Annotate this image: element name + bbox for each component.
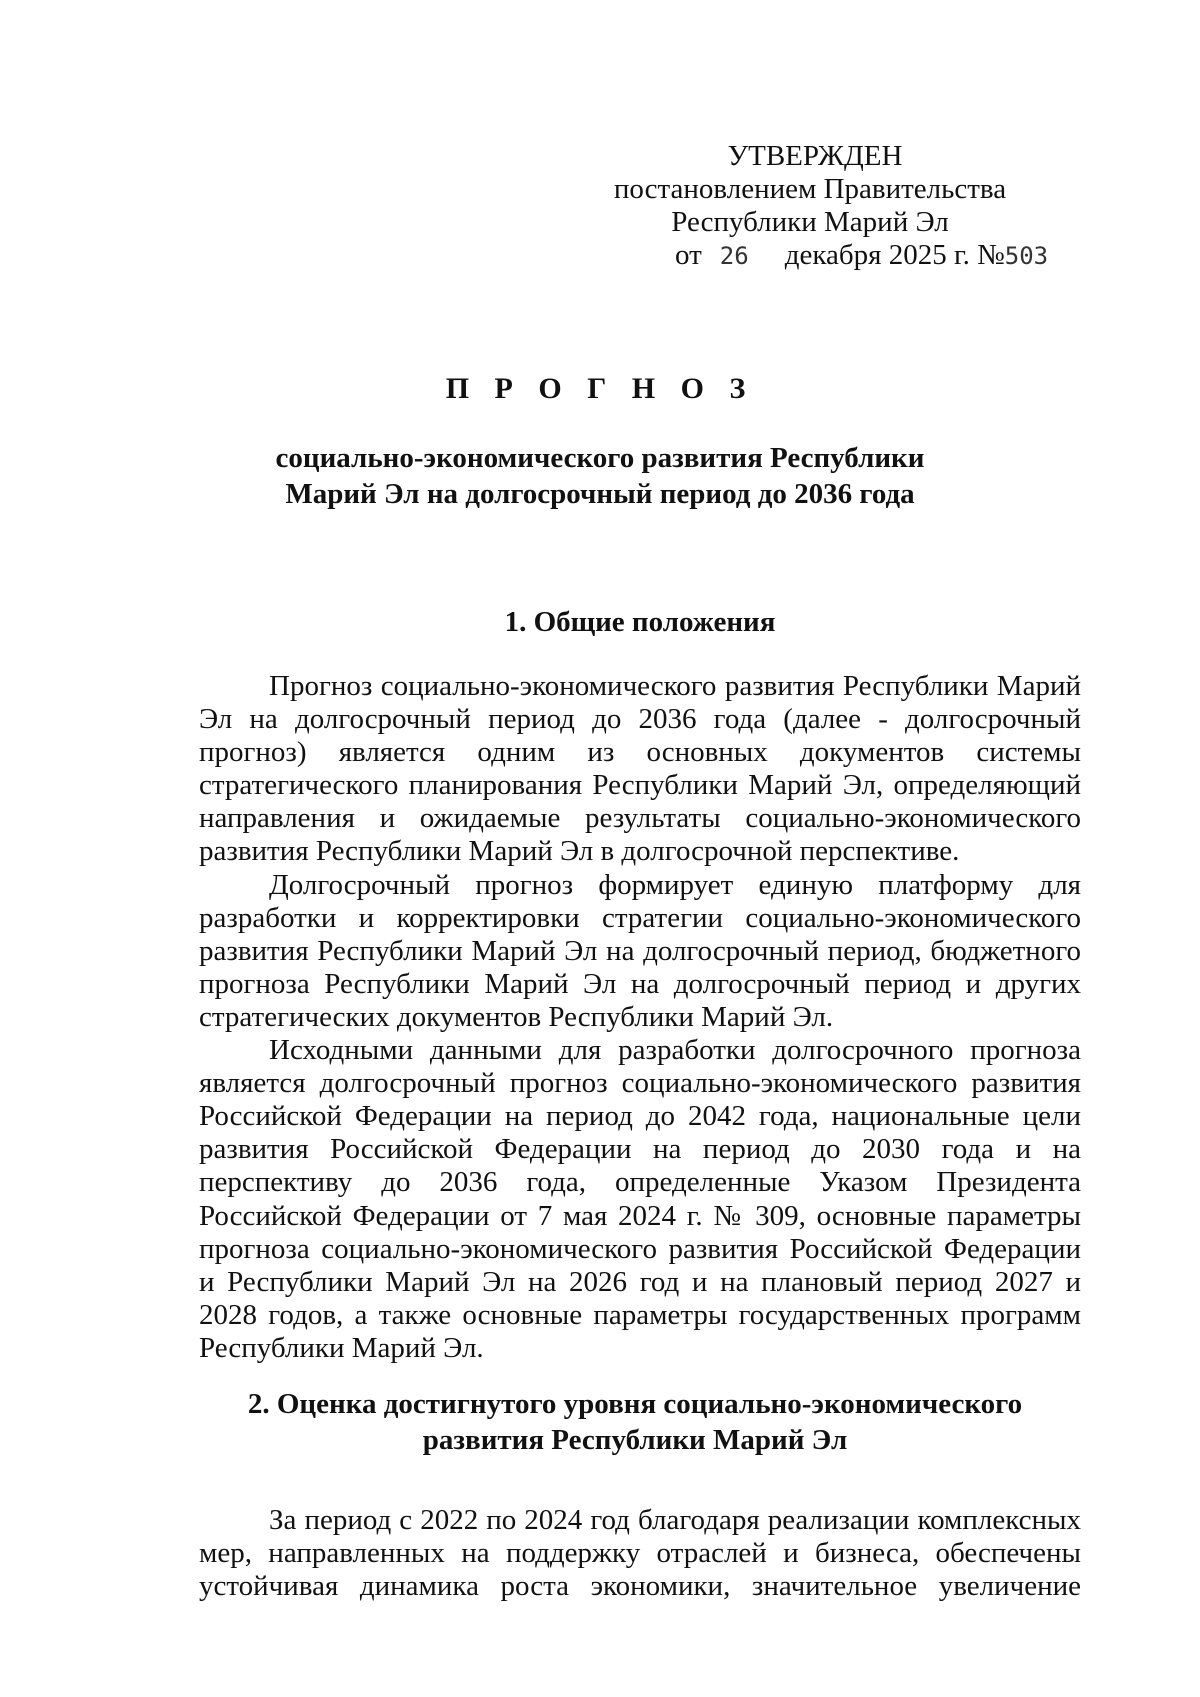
approval-ot: от	[675, 239, 702, 271]
section-2-paragraph: За период с 2022 по 2024 год благодаря реализации комплексных мер, направленных на поддержку отраслей и бизнеса, обеспечены устойчивая динамика роста экономики, значительное увеличение	[199, 1504, 1081, 1603]
document-subtitle	[200, 440, 1000, 512]
approval-day: 26	[719, 242, 749, 270]
subtitle-line-2: Марий Эл на долгосрочный период до 2036 года	[285, 478, 915, 510]
approval-republic-line: Республики Марий Эл	[671, 206, 949, 238]
section-1-heading	[200, 604, 1080, 640]
section-2-heading-line-2: развития Республики Марий Эл	[422, 1424, 848, 1456]
section-1-body	[199, 670, 1081, 1365]
approval-stamp-block	[590, 140, 1049, 273]
subtitle-line-1: социально-экономического развития Республики	[275, 442, 925, 474]
approval-date-line	[590, 239, 1049, 273]
section-1-paragraph: Прогноз социально-экономического развития Республики Марий Эл на долгосрочный период до 2036 года (далее - долгосрочный прогноз) является одним из основных документов системы стратегического планирования Республики Марий Эл, определяющий направления и ожидаемые результаты социально-экономического развития Республики Марий Эл в долгосрочной перспективе.	[199, 670, 1081, 868]
section-2-body	[199, 1504, 1081, 1603]
approval-heading: УТВЕРЖДЕН	[727, 140, 903, 172]
section-1-paragraph: Долгосрочный прогноз формирует единую платформу для разработки и корректировки стратегии социально-экономического развития Республики Марий Эл на долгосрочный период, бюджетного прогноза Республики Марий Эл на долгосрочный период и других стратегических документов Республики Марий Эл.	[199, 868, 1081, 1033]
section-2-heading-line-1: 2. Оценка достигнутого уровня социально-экономического	[247, 1388, 1023, 1420]
document-title: П Р О Г Н О З	[445, 372, 755, 405]
section-2-heading	[240, 1386, 1030, 1458]
approval-number: 503	[1004, 242, 1049, 270]
section-1-heading-text: 1. Общие положения	[504, 606, 776, 638]
approval-month-year: декабря 2025 г. №	[784, 239, 1005, 271]
section-1-paragraph: Исходными данными для разработки долгосрочного прогноза является долгосрочный прогноз социально-экономического развития Российской Федерации на период до 2042 года, национальные цели развития Российской Федерации на период до 2030 года и на перспективу до 2036 года, определенные Указом Президента Российской Федерации от 7 мая 2024 г. № 309, основные параметры прогноза социально-экономического развития Российской Федерации и Республики Марий Эл на 2026 год и на плановый период 2027 и 2028 годов, а также основные параметры государственных программ Республики Марий Эл.	[199, 1034, 1081, 1364]
approval-resolution-line: постановлением Правительства	[613, 173, 1007, 205]
